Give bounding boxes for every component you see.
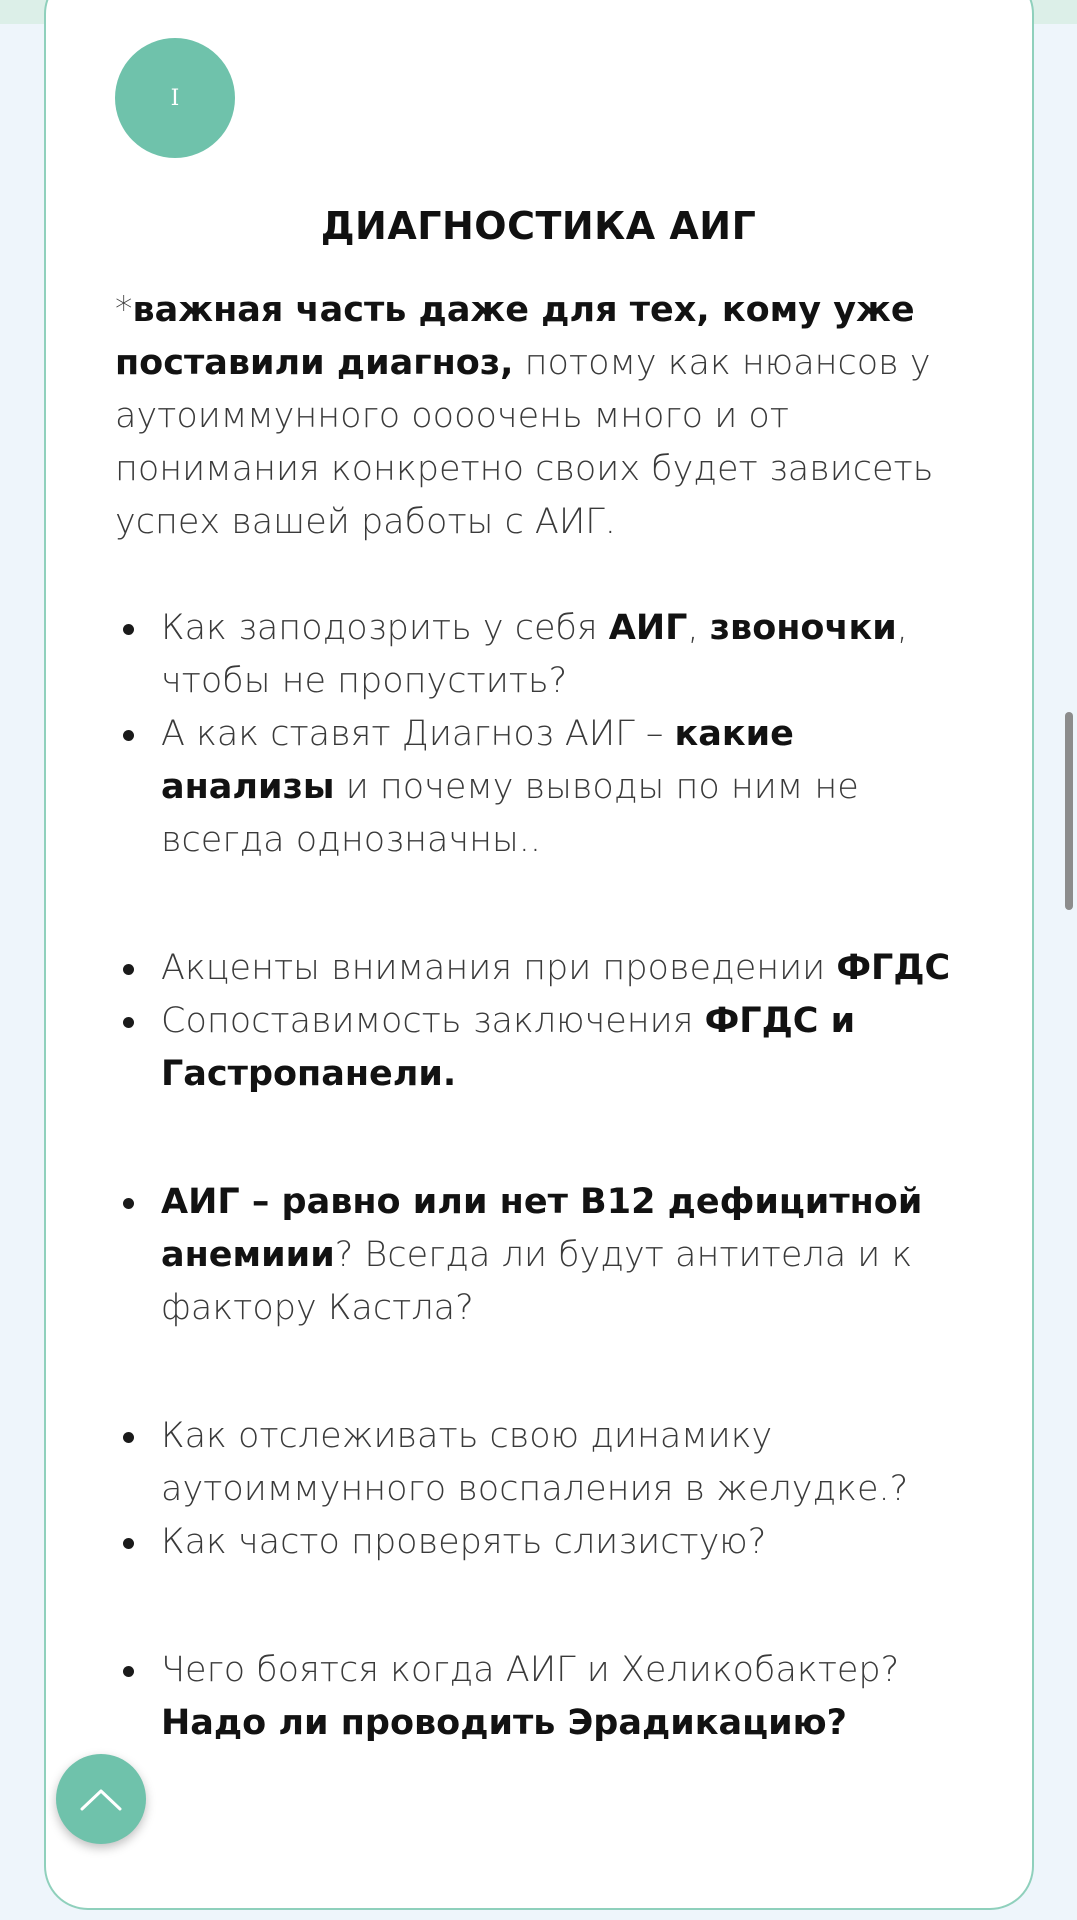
bullet-list-fgds [115,942,975,1101]
intro-asterisk: * [115,290,133,330]
list-item-fgds-focus: Акценты внимания при проведении ФГДС [115,942,975,995]
intro-paragraph [115,284,975,549]
list-item-dynamics: Как отслеживать свою динамику аутоиммунного воспаления в желудке.? [115,1410,975,1516]
step-number: I [170,85,180,111]
step-number-badge [115,38,235,158]
bullet-list-monitoring [115,1410,975,1569]
list-item-analyses: А как ставят Диагноз АИГ – какие анализы и почему выводы по ним не всегда однозначны.. [115,708,975,867]
scroll-to-top-button[interactable] [56,1754,146,1844]
section-title: ДИАГНОСТИКА АИГ [320,204,757,248]
list-item-fgds-gastropanel: Сопоставимость заключения ФГДС и Гастропанели. [115,995,975,1101]
bullet-list-helicobacter [115,1644,975,1750]
list-item-suspect: Как заподозрить у себя АИГ, звоночки, чтобы не пропустить? [115,602,975,708]
list-item-helicobacter: Чего боятся когда АИГ и Хеликобактер? Надо ли проводить Эрадикацию? [115,1644,975,1750]
scrollbar-thumb[interactable] [1065,712,1073,910]
chevron-up-icon [79,1786,123,1812]
bullet-list-diagnosis [115,602,975,867]
list-item-b12-anemia: АИГ – равно или нет В12 дефицитной анемиии? Всегда ли будут антитела и к фактору Кастла? [115,1176,975,1335]
intro-bold: важная часть даже для тех, кому уже поставили диагноз, [115,290,915,383]
list-item-mucosa-check: Как часто проверять слизистую? [115,1516,975,1569]
bullet-list-b12 [115,1176,975,1335]
section-content [115,284,975,1750]
intro-text: потому как нюансов у аутоиммунного оооочень много и от понимания конкретно своих будет зависеть успех вашей работы с АИГ. [115,343,934,542]
